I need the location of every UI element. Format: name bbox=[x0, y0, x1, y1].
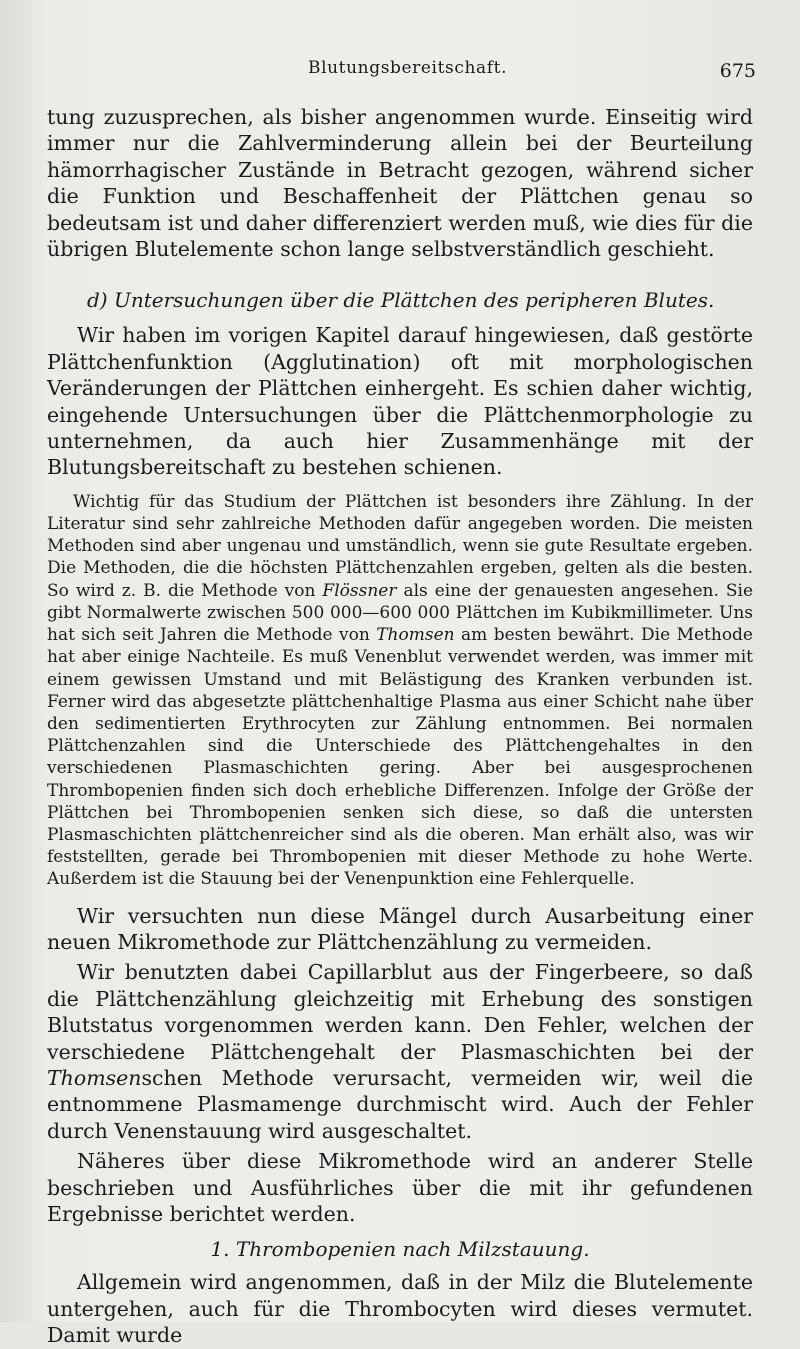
subsection-heading-1: 1. Thrombopenien nach Milzstauung. bbox=[210, 1237, 590, 1262]
small-text-part-b: als eine der genauesten angesehen. Sie gibt Normalwerte zwischen 500 000—600 000 Plättchen im Kubikmillimeter. Uns hat sich seit Jahren die Methode von bbox=[47, 580, 754, 646]
paragraph-intro: Wir haben im vorigen Kapitel darauf hingewiesen, daß gestörte Plättchenfunktion (Agglutination) oft mit morphologischen Veränderungen der Plättchen einhergeht. Es schien daher wichtig, eingehende Untersuchungen über die Plättchenmorphologie zu unternehmen, da auch hier Zusammenhänge mit der Blutungsbereitschaft zu bestehen schienen. bbox=[47, 323, 753, 480]
paragraph-continuation: tung zuzusprechen, als bisher angenommen wurde. Einseitig wird immer nur die Zahlverminderung allein bei der Beurteilung hämorrhagischer Zustände in Betracht gezogen, während sicher die Funktion und Beschaffenheit der Plättchen genau so bedeutsam ist und daher differenziert werden muß, wie dies für die übrigen Blutelemente schon lange selbstverständlich geschieht. bbox=[47, 105, 753, 262]
running-head: Blutungsbereitschaft. bbox=[308, 58, 508, 78]
author-name-floessner: Flössner bbox=[322, 580, 397, 601]
paragraph-milz: Allgemein wird angenommen, daß in der Milz die Blutelemente untergehen, auch für die Thrombocyten wird dieses vermutet. Damit wurde bbox=[47, 1270, 753, 1348]
section-heading-d: d) Untersuchungen über die Plättchen des peripheren Blutes. bbox=[87, 288, 715, 313]
page-header bbox=[48, 58, 756, 88]
page-number: 675 bbox=[719, 60, 756, 82]
page-body bbox=[47, 104, 753, 1349]
small-text-part-a: Wichtig für das Studium der Plättchen ist besonders ihre Zählung. In der Literatur sind sehr zahlreiche Methoden dafür angegeben worden. Die meisten Methoden sind aber ungenau und umständlich, wenn sie gute Resultate ergeben. Die Methoden, die die höchsten Plättchenzahlen ergeben, gelten als die besten. So wird z. B. die Methode von bbox=[47, 491, 753, 601]
paragraph-capillarblut bbox=[47, 959, 753, 1144]
p4-part-a: Wir benutzten dabei Capillarblut aus der Fingerbeere, so daß die Plättchenzählung gleichzeitig mit Erhebung des sonstigen Blutstatus vorgenommen werden kann. Den Fehler, welchen der verschiedene Plättchengehalt der Plasmaschichten bei der bbox=[47, 960, 753, 1064]
paragraph-naeheres: Näheres über diese Mikromethode wird an anderer Stelle beschrieben und Ausführliches über die mit ihr gefundenen Ergebnisse berichtet werden. bbox=[47, 1149, 753, 1226]
p4-part-b: schen Methode verursacht, vermeiden wir, weil die entnommene Plasmamenge durchmischt wird. Auch der Fehler durch Venenstauung wird ausgeschaltet. bbox=[47, 1065, 753, 1143]
author-name-thomsen: Thomsen bbox=[376, 625, 455, 646]
small-print-paragraph bbox=[47, 491, 753, 891]
author-name-thomsen-2: Thomsen bbox=[47, 1065, 142, 1090]
paragraph-mikromethode: Wir versuchten nun diese Mängel durch Ausarbeitung einer neuen Mikromethode zur Plättchenzählung zu vermeiden. bbox=[47, 903, 753, 954]
small-text-part-c: am besten bewährt. Die Methode hat aber einige Nachteile. Es muß Venenblut verwendet werden, was immer mit einem gewissen Umstand und mit Belästigung des Kranken verbunden ist. Ferner wird das abgesetzte plättchenhaltige Plasma aus einer Schicht nahe über den sedimentierten Erythrocyten zur Zählung entnommen. Bei normalen Plättchenzahlen sind die Unterschiede des Plättchengehaltes in den verschiedenen Plasmaschichten gering. Aber bei ausgesprochenen Thrombopenien finden sich doch erhebliche Differenzen. Infolge der Größe der Plättchen bei Thrombopenien senken sich diese, so daß die untersten Plasmaschichten plättchenreicher sind als die oberen. Man erhält also, was wir feststellten, gerade bei Thrombopenien mit dieser Methode zu hohe Werte. Außerdem ist die Stauung bei der Venenpunktion eine Fehlerquelle. bbox=[47, 625, 753, 890]
